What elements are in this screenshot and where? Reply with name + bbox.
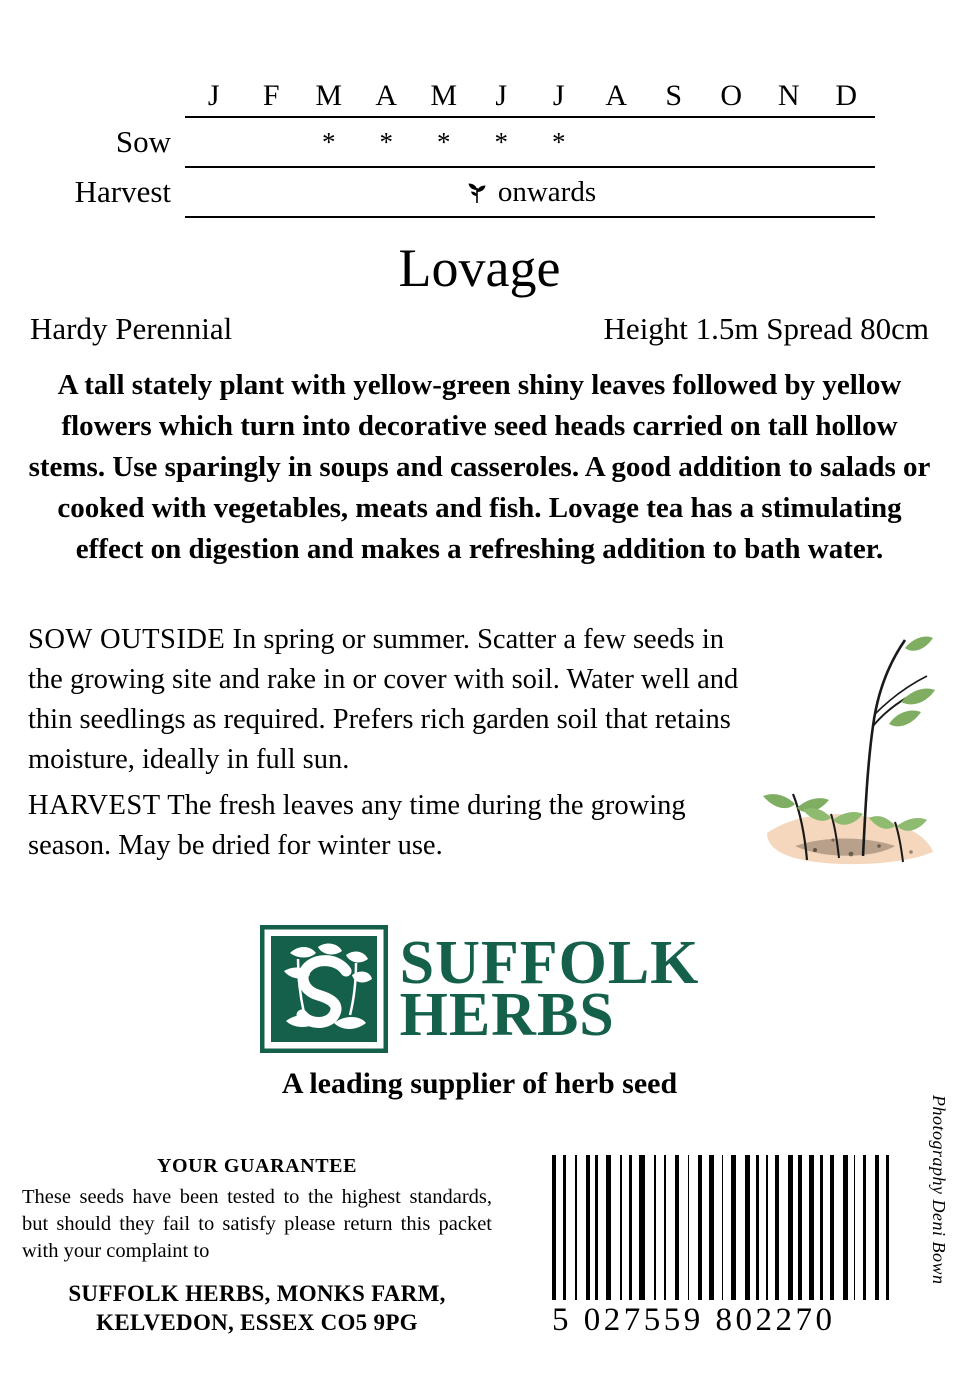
calendar-corner-spacer [0,78,185,118]
month-header: S [665,79,683,112]
calendar-month-headers [185,78,875,118]
harvest-row-cells [185,168,875,218]
brand-name-line2: HERBS [399,981,615,1049]
instruction-sow-outside [28,620,758,780]
brand-tagline: A leading supplier of herb seed [281,1067,678,1100]
harvest-row-label: Harvest [74,174,171,209]
plant-specs [30,311,929,347]
month-header: J [495,79,508,112]
sprout-icon [464,179,490,205]
address-line-2: KELVEDON, ESSEX CO5 9PG [96,1310,418,1335]
sow-row-label: Sow [115,124,171,159]
instruction-lead: HARVEST [28,790,161,821]
month-header: J [552,79,565,112]
sow-cell: * [552,126,566,157]
month-header: M [430,79,458,112]
photo-credit: Photography Deni Bown [929,1095,949,1285]
sow-cell: * [322,126,336,157]
sow-cell: * [379,126,393,157]
instruction-text: In spring or summer. Scatter a few seeds in the growing site and rake in or cover with soil. Water well and thin seedlings as required. Prefers rich garden soil that retains moisture, ideally in full sun. [28,624,739,775]
month-header: F [262,79,280,112]
plant-type: Hardy Perennial [30,311,233,346]
plant-description: A tall stately plant with yellow-green shiny leaves followed by yellow flowers which turn into decorative seed heads carried on tall hollow stems. Use sparingly in soups and casseroles. A good addition to salads or cooked with vegetables, meats and fish. Lovage tea has a stimulating effect on digestion and makes a refreshing addition to bath water. [28,369,931,565]
harvest-text: onwards [497,175,597,208]
guarantee-title: YOUR GUARANTEE [156,1155,358,1177]
brand-name-line1: SUFFOLK [399,928,700,997]
sow-row-cells [185,118,875,168]
plant-size: Height 1.5m Spread 80cm [603,311,929,346]
address-line-1: SUFFOLK HERBS, MONKS FARM, [68,1281,446,1306]
guarantee-body: These seeds have been tested to the highest standards, but should they fail to satisfy please return this packet with your complaint to [22,1186,492,1262]
company-address [22,1279,492,1337]
barcode-bars [552,1155,892,1300]
month-header: D [835,79,858,112]
month-header: A [605,79,628,112]
sowing-calendar [0,78,959,218]
month-header: N [777,79,800,112]
instruction-lead: SOW OUTSIDE [28,624,226,655]
sow-cell: * [437,126,451,157]
barcode [552,1155,892,1339]
month-header: M [315,79,343,112]
instruction-harvest [28,786,758,866]
barcode-digits: 5 027559 802270 [552,1302,836,1338]
suffolk-herbs-logo-icon [260,925,388,1053]
brand-logo-block [0,925,959,1101]
growing-instructions [28,620,758,872]
month-header: O [720,79,743,112]
sow-cell: * [494,126,508,157]
guarantee-block [22,1155,492,1337]
month-header: J [207,79,220,112]
month-header: A [375,79,398,112]
instruction-text: The fresh leaves any time during the growing season. May be dried for winter use. [28,790,686,861]
seedling-illustration [755,618,945,903]
page-title: Lovage [398,238,561,298]
